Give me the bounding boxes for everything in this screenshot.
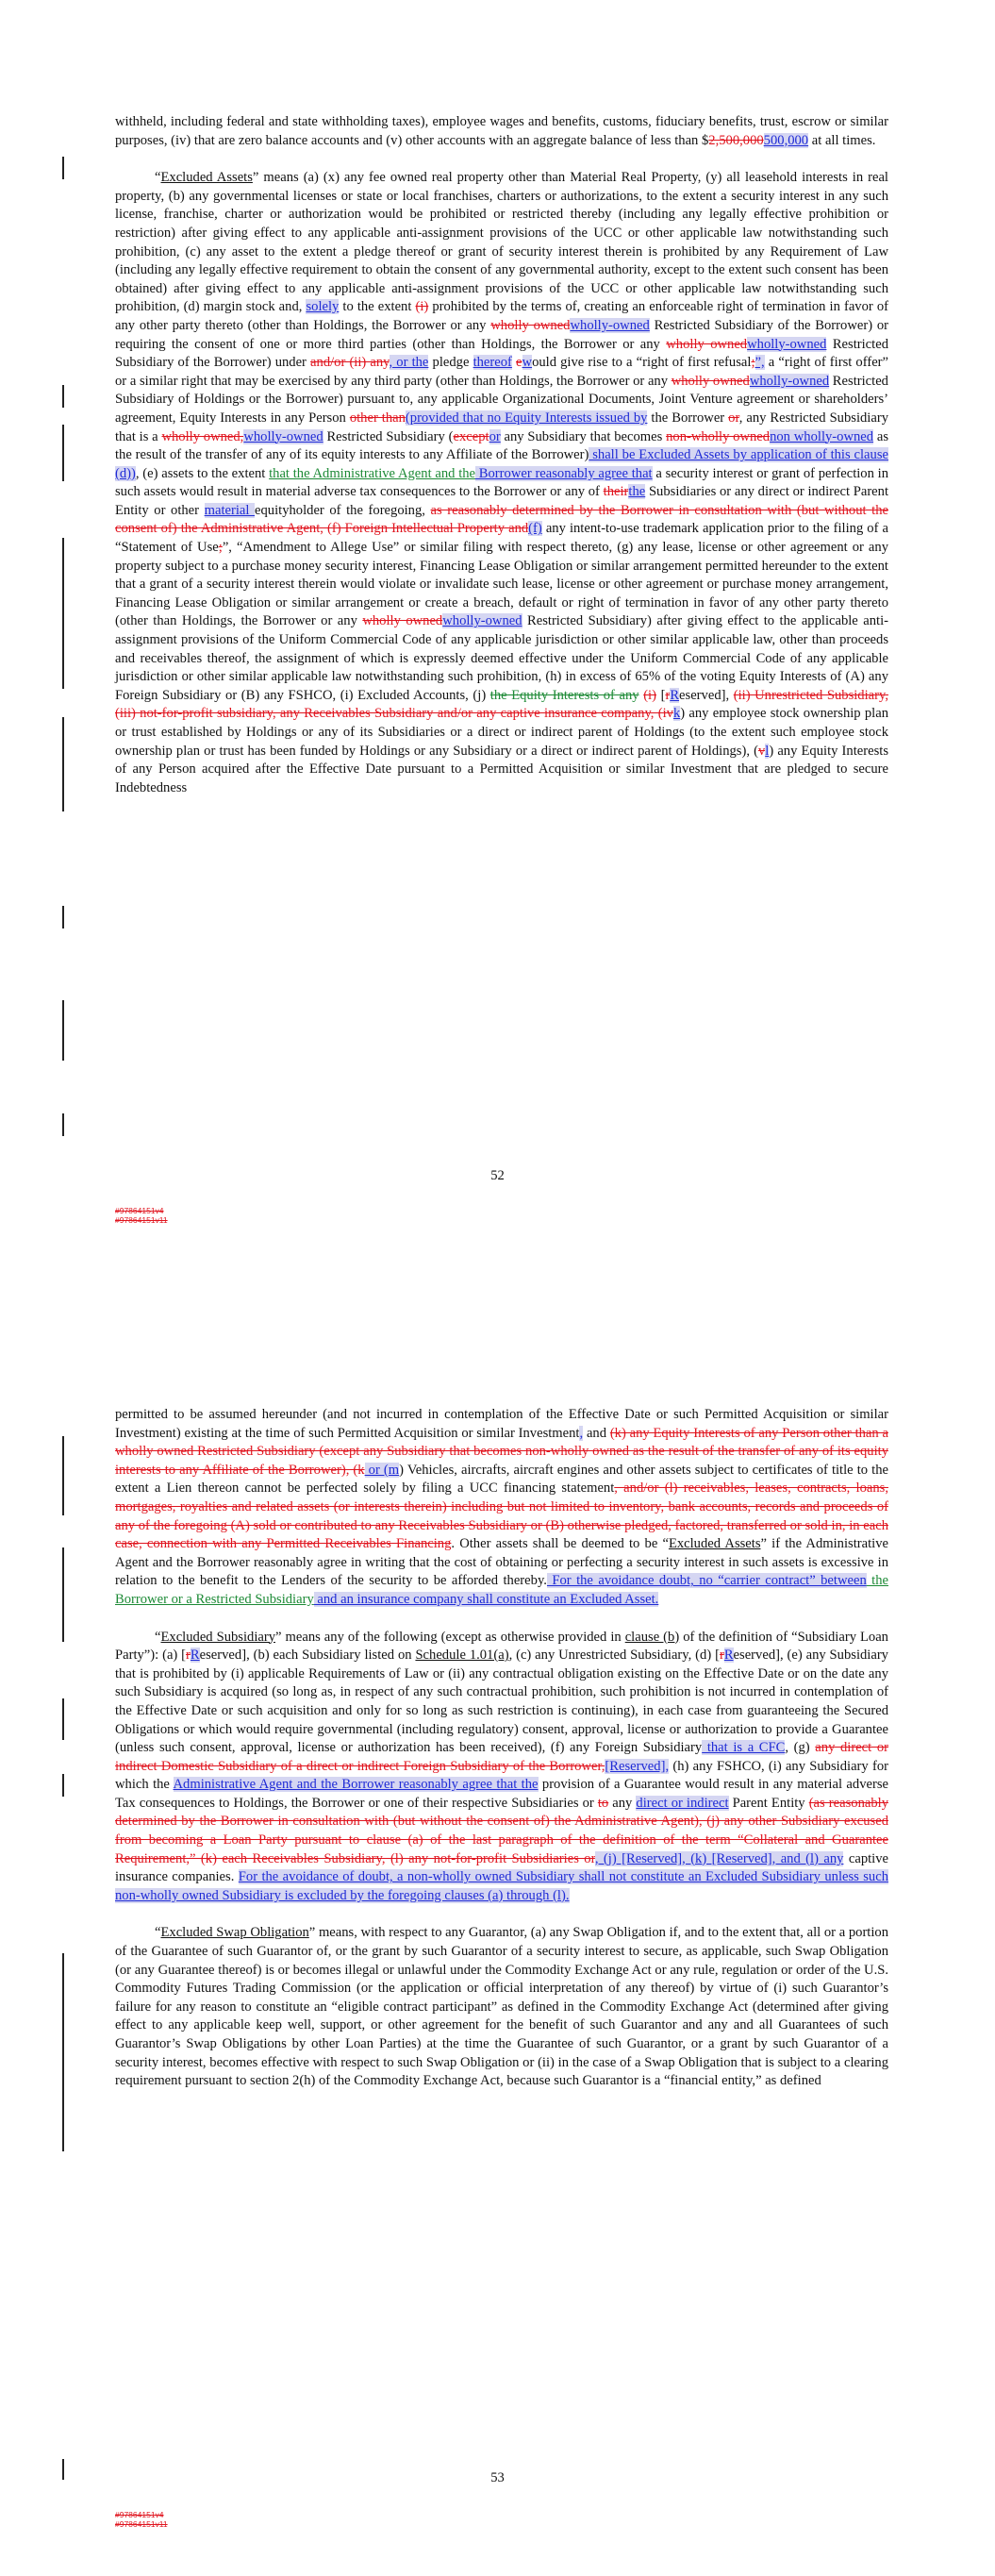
inserted-text: k <box>672 706 681 722</box>
change-bar <box>62 1698 64 1740</box>
deleted-text: (i) <box>643 687 656 703</box>
inserted-text: solely <box>306 299 340 315</box>
inserted-text: or <box>489 428 501 444</box>
paragraph-accounts: withheld, including federal and state withholding taxes), employee wages and benefits, customs, fiduciary benefits, trust, escrow or similar purposes, (iv) that are zero balance accounts and (v) other accounts with an aggregate balance of less than $2,500,000500,000 at all times. <box>115 114 888 148</box>
change-bar <box>62 1774 64 1797</box>
deleted-text: wholly owned, <box>161 428 244 444</box>
deleted-text: as reasonably determined by the Borrower in consultation with (but without the consent of) the Administrative Agent, (f) Foreign Intellectual Property and <box>115 502 888 537</box>
change-bar <box>62 906 64 928</box>
defined-term: Excluded Assets <box>160 170 253 186</box>
moved-deleted-text: the Equity Interests of any <box>489 687 639 703</box>
inserted-text: ”, <box>755 355 765 371</box>
moved-text: that the Administrative Agent and the <box>269 465 476 481</box>
cross-reference: Schedule 1.01(a) <box>415 1648 509 1664</box>
inserted-text: [Reserved], <box>605 1758 670 1774</box>
inserted-text: wholly-owned <box>747 336 827 352</box>
inserted-text: Borrower reasonably agree that <box>475 465 653 481</box>
deleted-text: (ii) Unrestricted Subsidiary, (iii) not-for-profit subsidiary, any Receivables Subsidiary and/or any captive insurance company, (iv <box>115 687 888 722</box>
inserted-text: that is a CFC <box>702 1740 786 1756</box>
deleted-text: any direct or indirect Domestic Subsidiary of a direct or indirect Foreign Subsidiary of the Borrower, <box>115 1740 888 1774</box>
cross-reference: clause (b) <box>624 1629 680 1645</box>
deleted-text: wholly owned <box>671 373 750 389</box>
page-number: 53 <box>490 2470 505 2485</box>
change-bar <box>62 1436 64 1515</box>
inserted-text: R <box>670 687 680 703</box>
inserted-text: w <box>522 355 533 371</box>
deleted-text: ; <box>218 540 223 556</box>
page-number: 52 <box>490 1168 505 1183</box>
definition-excluded-swap-obligation: “Excluded Swap Obligation” means, with respect to any Guarantor, (a) any Swap Obligation if, and to the extent that, all or a portion of the Guarantee of such Guarantor of, or the grant by such Guarantor of a security interest to secure, as applicable, such Swap Obligation (or any Guarantee thereof) is or becomes illegal or unlawful under the Commodity Exchange Act or any rule, regulation or order of the U.S. Commodity Futures Trading Commission (or the application or official interpretation of any thereof) by virtue of (i) such Guarantor’s failure for any reason to constitute an “eligible contract participant” as defined in the Commodity Exchange Act (determined after giving effect to any applicable keep well, support, or other agreement for the benefit of such Guarantor and any and all Guarantees of such Guarantor’s Swap Obligations by other Loan Parties) at the time the Guarantee of such Guarantor, or a grant by such Guarantor of a security interest, becomes effective with respect to such Swap Obligation or (ii) in the case of a Swap Obligation that is subject to a clearing requirement pursuant to section 2(h) of the Commodity Exchange Act, because such Guarantor is a “financial entity,” as defined <box>115 1925 889 2089</box>
document-id: #97864151v4 <box>115 2510 164 2519</box>
inserted-text: wholly-owned <box>442 613 522 629</box>
deleted-text: e <box>516 355 522 371</box>
deleted-text: r <box>719 1648 724 1664</box>
inserted-text: wholly-owned <box>570 317 650 333</box>
inserted-text: R <box>190 1648 200 1664</box>
definition-excluded-subsidiary: “Excluded Subsidiary” means any of the following (except as otherwise provided in clause (b) of the definition of “Subsidiary Loan Party”): (a) [rReserved], (b) each Subsidiary listed on Schedule 1.01(a), (c) any Unrestricted Subsidiary, (d) [rReserved], (e) any Subsidiary that is prohibited by (i) applicable Requirements of Law or (ii) any contractual obligation existing on the Effective Date or on the date any such Subsidiary is acquired (so long as, in respect of any such contractual prohibition, such prohibition is not incurred in contemplation of the Effective Date or such acquisition and only for so long as such restriction is continuing), in each case from guaranteeing the Secured Obligations or which would require governmental (including regulatory) consent, approval, license or authorization to provide a Guarantee (unless such consent, approval, license or authorization has been received), (f) any Foreign Subsidiary that is a CFC, (g) any direct or indirect Domestic Subsidiary of a direct or indirect Foreign Subsidiary of the Borrower,[Reserved], (h) any FSHCO, (i) any Subsidiary for which the Administrative Agent and the Borrower reasonably agree that the provision of a Guarantee would result in any material adverse Tax consequences to Holdings, the Borrower or one of their respective Subsidiaries or to any direct or indirect Parent Entity (as reasonably determined by the Borrower in consultation with (but without the consent of) the Administrative Agent), (j) any other Subsidiary excused from becoming a Loan Party pursuant to clause (a) of the last paragraph of the definition of the term “Collateral and Guarantee Requirement,” (k) each Receivables Subsidiary, (l) any not-for-profit Subsidiaries or, (j) [Reserved], (k) [Reserved], and (l) any captive insurance companies. For the avoidance of doubt, a non-wholly owned Subsidiary shall not constitute an Excluded Subsidiary unless such non-wholly owned Subsidiary is excluded by the foregoing clauses (a) through (l). <box>115 1629 888 1903</box>
document-id: #97864151v4 <box>115 1206 164 1215</box>
change-bar <box>62 385 64 408</box>
page-53-body <box>115 1406 888 2091</box>
inserted-text: For the avoidance doubt, no “carrier contract” between <box>546 1573 867 1589</box>
defined-term: Excluded Subsidiary <box>160 1629 276 1645</box>
inserted-text: , (j) [Reserved], (k) [Reserved], and (l) any <box>594 1850 844 1866</box>
inserted-text: , or the <box>389 355 429 371</box>
inserted-text: wholly-owned <box>243 428 323 444</box>
defined-term: Excluded Swap Obligation <box>160 1925 309 1941</box>
inserted-text: (provided that no Equity Interests issued by <box>405 410 648 426</box>
change-bar <box>62 1547 64 1642</box>
definition-excluded-assets: “Excluded Assets” means (a) (x) any fee owned real property other than Material Real Property, (y) all leasehold interests in real property, (b) any governmental licenses or state or local franchises, charters or authorizations, to the extent a security interest in any such license, franchise, charter or authorization would be prohibited or restricted thereby (including any legally effective prohibition or restriction) after giving effect to any applicable anti-assignment provisions of the UCC or other applicable law notwithstanding such prohibition, (c) any asset to the extent a pledge thereof or grant of security interest therein is prohibited by any Requirement of Law (including any legally effective requirement to obtain the consent of any governmental authority, except to the extent such consent has been obtained) after giving effect to any applicable anti-assignment provisions of the UCC or other applicable law notwithstanding such prohibition, (d) margin stock and, solely to the extent (i) prohibited by the terms of, creating an enforceable right of termination in favor of any other party thereto (other than Holdings, the Borrower or any wholly ownedwholly-owned Restricted Subsidiary of the Borrower) or requiring the consent of one or more third parties (other than Holdings, the Borrower or any wholly ownedwholly-owned Restricted Subsidiary of the Borrower) under and/or (ii) any, or the pledge thereof ewould give rise to a “right of first refusal;”, a “right of first offer” or a similar right that may be exercised by any third party (other than Holdings, the Borrower or any wholly ownedwholly-owned Restricted Subsidiary of Holdings or the Borrower) pursuant to, any applicable Organizational Documents, Joint Venture agreement or shareholders’ agreement, Equity Interests in any Person other than(provided that no Equity Interests issued by the Borrower or, any Restricted Subsidiary that is a wholly owned,wholly-owned Restricted Subsidiary (exceptor any Subsidiary that becomes non-wholly ownednon wholly-owned as the result of the transfer of any of its equity interests to any Affiliate of the Borrower) shall be Excluded Assets by application of this clause (d)), (e) assets to the extent that the Administrative Agent and the Borrower reasonably agree that a security interest or grant of perfection in such assets would result in material adverse tax consequences to the Borrower or any of theirthe Subsidiaries or any direct or indirect Parent Entity or other material equityholder of the foregoing, as reasonably determined by the Borrower in consultation with (but without the consent of) the Administrative Agent, (f) Foreign Intellectual Property and(f) any intent-to-use trademark application prior to the filing of a “Statement of Use;”, “Amendment to Allege Use” or similar filing with respect thereto, (g) any lease, license or other agreement or any property subject to a purchase money security interest, Financing Lease Obligation or similar arrangement permitted hereunder to the extent that a grant of a security interest therein would violate or invalidate such lease, license or other agreement or purchase money arrangement, Financing Lease Obligation or similar arrangement or create a breach, default or right of termination in favor of any other party thereto (other than Holdings, the Borrower or any wholly ownedwholly-owned Restricted Subsidiary) after giving effect to the applicable anti-assignment provisions of the Uniform Commercial Code of any applicable jurisdiction or other similar applicable law, other than proceeds and receivables thereof, the assignment of which is expressly deemed effective under the Uniform Commercial Code of any applicable jurisdiction or other similar applicable law notwithstanding such prohibition, (h) in excess of 65% of the voting Equity Interests of (A) any Foreign Subsidiary or (B) any FSHCO, (i) Excluded Accounts, (j) the Equity Interests of any (i) [rReserved], (ii) Unrestricted Subsidiary, (iii) not-for-profit subsidiary, any Receivables Subsidiary and/or any captive insurance company, (ivk) any employee stock ownership plan or trust established by Holdings or any of its Subsidiaries or a direct or indirect parent of Holdings (to the extent such employee stock ownership plan or trust has been funded by Holdings or any Subsidiary or a direct or indirect parent of Holdings), (vl) any Equity Interests of any Person acquired after the Effective Date pursuant to a Permitted Acquisition or similar Investment that are pledged to secure Indebtedness <box>115 170 889 795</box>
deleted-text: ; <box>751 355 755 371</box>
document-id: #97864151v11 <box>115 2519 168 2529</box>
deleted-text: r <box>186 1648 191 1664</box>
inserted-text: wholly-owned <box>749 373 830 389</box>
deleted-text: non-wholly owned <box>666 428 771 444</box>
deleted-text: r <box>665 687 671 703</box>
inserted-text: 500,000 <box>763 132 809 148</box>
inserted-text: For the avoidance of doubt, a non-wholly owned Subsidiary shall not constitute an Excluded Subsidiary unless such non-wholly owned Subsidiary is excluded by the foregoing clauses (a) through (l). <box>115 1869 888 1903</box>
deleted-text: , and/or (l) receivables, leases, contracts, loans, mortgages, royalties and related assets (or interests therein) including but not limited to inventory, bank accounts, records and proceeds of any of the foregoing (A) sold or contributed to any Receivables Subsidiary or (B) otherwise pledged, factored, transferred or sold in, in each case, connection with any Permitted Receivables Financing <box>115 1480 888 1552</box>
deleted-text: wholly owned <box>666 336 748 352</box>
deleted-text: wholly owned <box>490 317 571 333</box>
inserted-text: l <box>765 743 770 759</box>
inserted-text: , <box>579 1425 584 1441</box>
inserted-text: and an insurance company shall constitute an Excluded Asset. <box>313 1591 659 1607</box>
inserted-text: shall be Excluded Assets by application of this clause (d)) <box>115 447 888 481</box>
inserted-text: Administrative Agent and the Borrower reasonably agree that the <box>173 1777 539 1793</box>
inserted-text: non wholly-owned <box>770 428 874 444</box>
deleted-text: v <box>757 743 766 759</box>
moved-text: the Borrower or a Restricted Subsidiary <box>115 1573 889 1607</box>
inserted-text: thereof <box>473 355 512 371</box>
inserted-text: (f) <box>528 521 542 537</box>
deleted-text: or <box>728 410 739 426</box>
change-bar <box>62 425 64 481</box>
deleted-text: their <box>603 484 629 500</box>
deleted-text: (i) <box>415 299 429 315</box>
change-bar <box>62 2459 64 2480</box>
inserted-text: direct or indirect <box>636 1795 729 1811</box>
inserted-text: or (m <box>364 1462 400 1478</box>
page-separator <box>0 1269 995 1345</box>
inserted-text: the <box>628 484 646 500</box>
change-bar <box>62 157 64 179</box>
deleted-text: wholly owned <box>362 613 443 629</box>
page-52-body <box>115 113 888 797</box>
deleted-text: (k) any Equity Interests of any Person other than a wholly owned Restricted Subsidiary (except any Subsidiary that becomes non-wholly owned as the result of the transfer of any of its equity interests to any Affiliate of the Borrower), (k <box>115 1425 888 1478</box>
change-bar <box>62 538 64 689</box>
defined-term: Excluded Assets <box>668 1536 761 1552</box>
deleted-text: to <box>597 1795 609 1811</box>
inserted-text: R <box>723 1648 734 1664</box>
inserted-text: material <box>204 502 256 518</box>
deleted-text: and/or (ii) any <box>310 355 390 371</box>
paragraph-continued: permitted to be assumed hereunder (and not incurred in contemplation of the Effective Date or such Permitted Acquisition or similar Investment) existing at the time of such Permitted Acquisition or similar Investment, and (k) any Equity Interests of any Person other than a wholly owned Restricted Subsidiary (except any Subsidiary that becomes non-wholly owned as the result of the transfer of any of its equity interests to any Affiliate of the Borrower), (k or (m) Vehicles, aircrafts, aircraft engines and other assets subject to certificates of title to the extent a Lien thereon cannot be perfected solely by filing a UCC financing statement, and/or (l) receivables, leases, contracts, loans, mortgages, royalties and related assets (or interests therein) including but not limited to inventory, bank accounts, records and proceeds of any of the foregoing (A) sold or contributed to any Receivables Subsidiary or (B) otherwise pledged, factored, transferred or sold in, in each case, connection with any Permitted Receivables Financing. Other assets shall be deemed to be “Excluded Assets” if the Administrative Agent and the Borrower reasonably agree in writing that the cost of obtaining or perfecting a security interest in such assets is excessive in relation to the benefit to the Lenders of the security to be afforded thereby. For the avoidance doubt, no “carrier contract” between the Borrower or a Restricted Subsidiary and an insurance company shall constitute an Excluded Asset. <box>115 1407 889 1607</box>
document-id: #97864151v11 <box>115 1215 168 1225</box>
change-bar <box>62 717 64 811</box>
change-bar <box>62 1000 64 1061</box>
deleted-text: except <box>453 428 489 444</box>
change-bar <box>62 1113 64 1136</box>
deleted-text: 2,500,000 <box>708 132 764 148</box>
deleted-text: (as reasonably determined by the Borrower in consultation with (but without the consent of) the Administrative Agent), (j) any other Subsidiary excused from becoming a Loan Party pursuant to clause (a) of the last paragraph of the definition of the term “Collateral and Guarantee Requirement,” (k) each Receivables Subsidiary, (l) any not-for-profit Subsidiaries or <box>115 1795 888 1866</box>
deleted-text: other than <box>349 410 406 426</box>
change-bar <box>62 1953 64 2151</box>
